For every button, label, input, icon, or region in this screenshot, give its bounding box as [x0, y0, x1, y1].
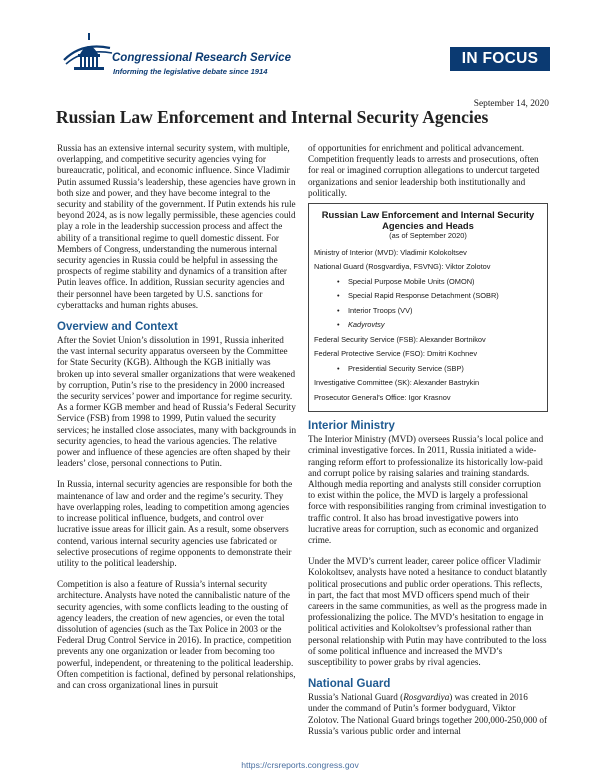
- bullet-icon: •: [337, 305, 340, 315]
- national-guard-paragraph: Russia’s National Guard (Rosgvardiya) was created in 2016 under the command of Putin’s former bodyguard, Viktor Zolotov. The National Guard brings together 200,000-250,000 of Russia’s various public order and internal: [308, 692, 548, 736]
- overview-paragraph-2: In Russia, internal security agencies are responsible for both the maintenance of law and order and the regime’s security. They have overlapping roles, leading to competition among agencies to increase political influence, budgets, and control over lucrative issue areas for illicit gain. As a result, some observers contend, various internal security agencies use fabricated or selective prosecutions of regime opponents to demonstrate their utility to the political leadership.: [57, 479, 293, 568]
- box-row-national-guard: National Guard (Rosgvardiya, FSVNG): Viktor Zolotov: [314, 262, 491, 272]
- overview-heading: Overview and Context: [57, 321, 178, 334]
- box-bullet-sbp: • Presidential Security Service (SBP): [337, 363, 464, 373]
- overview-paragraph-1: After the Soviet Union’s dissolution in 1991, Russia inherited the vast internal security apparatus overseen by the Committee for State Security (KGB). Although the KGB initially was broken up into several smaller organizations that were weakened by corruption, Putin’s rise to the presidency in 2000 increased the security services’ power and importance for regime security. As a former KGB member and head of Russia’s Federal Security Service (FSB) from 1998 to 1999, Putin valued the security services; he installed close associates, many with backgrounds in security agencies, to head the various agencies. The relative power and influence of these agencies are often shaped by their leaders’ close, personal connections to Putin.: [57, 335, 297, 469]
- box-bullet-sobr: • Special Rapid Response Detachment (SOBR): [337, 291, 499, 301]
- org-name: Congressional Research Service: [112, 52, 291, 64]
- bullet-icon: •: [337, 276, 340, 286]
- interior-ministry-heading: Interior Ministry: [308, 420, 395, 433]
- interior-paragraph-2: Under the MVD’s current leader, career police officer Vladimir Kolokoltsev, analysts have noted a hesitance to conduct blatantly political prosecutions and public order operations. This reflects, in part, the fact that most MVD officers spend much of their careers in the same communities, as well as the progress made in professionalizing the police. The MVD’s hesitation to engage in political activities and Kolokoltsev’s professional rather than personal relationship with Putin may have contributed to the loss of some political influence and increased the MVD’s susceptibility to power grabs by rival agencies.: [308, 556, 547, 668]
- box-bullet-omon: • Special Purpose Mobile Units (OMON): [337, 276, 475, 286]
- in-focus-badge: IN FOCUS: [450, 47, 550, 71]
- box-row-mvd: Ministry of Interior (MVD): Vladimir Kolokoltsev: [314, 247, 467, 257]
- box-row-fsb: Federal Security Service (FSB): Alexander Bortnikov: [314, 334, 486, 344]
- intro-paragraph: Russia has an extensive internal security system, with multiple, overlapping, and competitive security agencies vying for bureaucratic, political, and economic influence. Since Vladimir Putin assumed Russia’s leadership, these agencies have grown in both size and power, and they have become integral to the security and stability of the government. If Putin extends his rule beyond 2024, as is now legally permissible, these agencies could play a role in the leadership succession process and affect the ability of a transitional regime to quell domestic dissent. For Members of Congress, understanding the numerous internal security agencies in Russia could be helpful in assessing the prospects of regime stability and dynamics of a transition after Putin leaves office. In addition, Russian security agencies and their personnel have been targeted by U.S. sanctions for cyberattacks and human rights abuses.: [57, 143, 296, 310]
- bullet-icon: •: [337, 291, 340, 301]
- page-title: Russian Law Enforcement and Internal Security Agencies: [56, 107, 489, 127]
- bullet-icon: •: [337, 320, 340, 330]
- right-column: [308, 143, 548, 747]
- box-title: Russian Law Enforcement and Internal Security Agencies and Heads: [321, 209, 535, 231]
- interior-paragraph-1: The Interior Ministry (MVD) oversees Russia’s local police and criminal investigative forces. In 2011, Russia initiated a wide-ranging reform effort to professionalize its historically low-paid and corrupt police by raising salaries and training standards. Although media reporting and analysts still consider corruption to exist within the police, the MVD is largely a professional force with responsibilities ranging from criminal investigation to traffic control. It also has broad investigative powers into lucrative areas for corruption, such as economic and organized crime.: [308, 434, 547, 546]
- box-row-sk: Investigative Committee (SK): Alexander Bastrykin: [314, 378, 480, 388]
- overview-paragraph-3: Competition is also a feature of Russia’s internal security architecture. Analysts have noted the cannibalistic nature of the security agencies, with some conflicts leading to the ousting of agency leaders, the creation of new agencies, or even the total dissolution of agencies (such as the Tax Police in 2003 or the Federal Drug Control Service in 2016). In practice, competition prevents any one organization or leader from becoming too powerful, independent, or threatening to the political leadership. Often competition is factional, defined by personal relationships, and can cross organizational lines in pursuit: [57, 579, 296, 690]
- bullet-icon: •: [337, 363, 340, 373]
- box-bullet-kadyrovtsy: • Kadyrovtsy: [337, 320, 385, 330]
- agencies-box: [308, 203, 548, 412]
- box-row-fso: Federal Protective Service (FSO): Dmitri Kochnev: [314, 349, 478, 359]
- continuation-paragraph: of opportunities for enrichment and political advancement. Competition frequently leads to arrests and prosecutions, often for real or imagined corruption allegations to undercut targeted organizations and senior leadership both institutionally and politically.: [308, 143, 540, 198]
- org-tagline: Informing the legislative debate since 1914: [113, 67, 268, 76]
- national-guard-heading: National Guard: [308, 678, 391, 691]
- footer-url-link[interactable]: https://crsreports.congress.gov: [241, 760, 359, 770]
- publication-date: September 14, 2020: [473, 99, 549, 109]
- box-row-prosecutor: Prosecutor General’s Office: Igor Krasnov: [314, 392, 451, 402]
- crs-capitol-logo: [62, 30, 122, 72]
- left-column: [57, 143, 297, 701]
- box-date: (as of September 2020): [389, 231, 467, 241]
- box-bullet-vv: • Interior Troops (VV): [337, 305, 413, 315]
